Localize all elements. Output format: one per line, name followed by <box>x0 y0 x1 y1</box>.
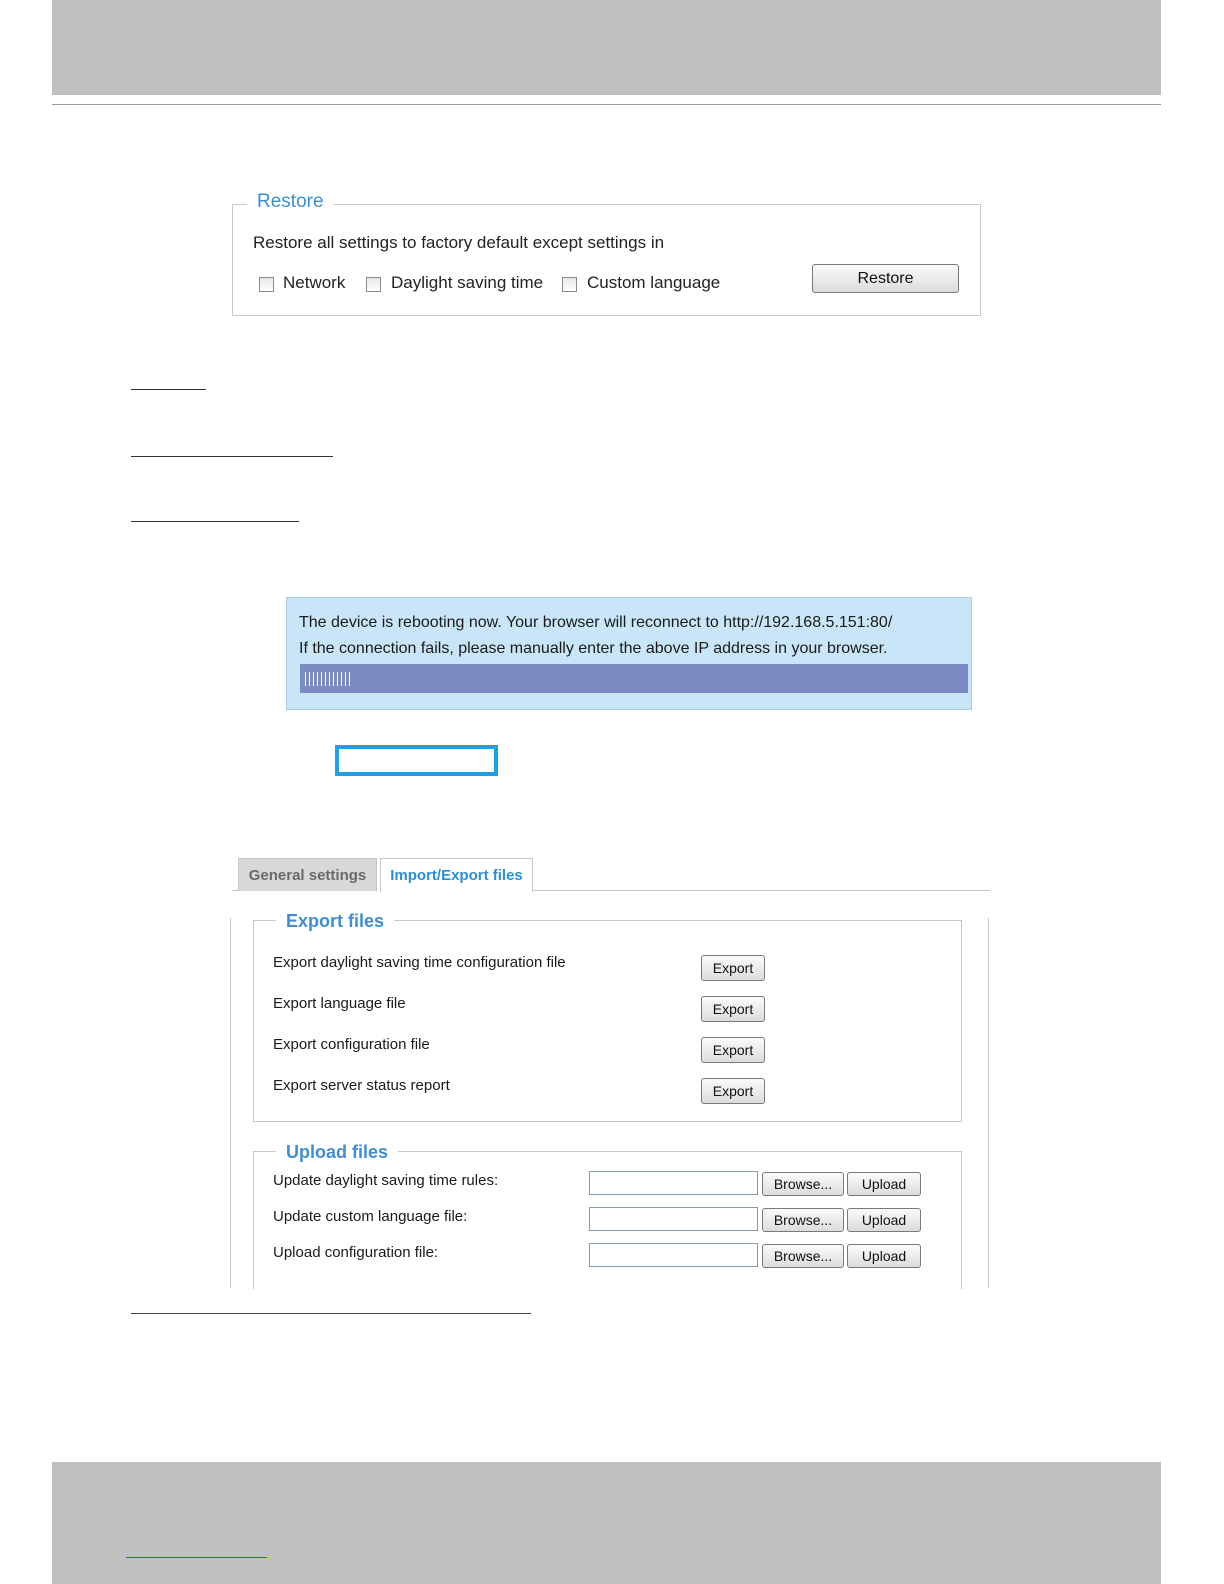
heading-underline-1 <box>131 389 206 390</box>
network-checkbox-label: Network <box>283 273 346 292</box>
upload-daylight-browse-button[interactable]: Browse... <box>762 1172 844 1196</box>
export-language-button[interactable]: Export <box>701 996 765 1022</box>
upload-files-fieldset <box>253 1142 962 1301</box>
tab-content-right-border <box>988 918 989 1288</box>
export-language-label: Export language file <box>273 995 406 1012</box>
reboot-message-line2: If the connection fails, please manually enter the above IP address in your browser. <box>299 640 888 657</box>
export-status-report-button[interactable]: Export <box>701 1078 765 1104</box>
heading-underline-3 <box>131 521 299 522</box>
upload-daylight-label: Update daylight saving time rules: <box>273 1172 499 1189</box>
header-divider <box>52 104 1161 105</box>
upload-configuration-label: Upload configuration file: <box>273 1244 439 1261</box>
tab-general-settings[interactable]: General settings <box>238 858 377 891</box>
restore-description: Restore all settings to factory default except settings in <box>253 233 665 252</box>
highlight-box <box>335 745 498 776</box>
upload-configuration-file-field[interactable] <box>589 1243 758 1267</box>
upload-daylight-file-field[interactable] <box>589 1171 758 1195</box>
upload-configuration-browse-button[interactable]: Browse... <box>762 1244 844 1268</box>
upload-daylight-upload-button[interactable]: Upload <box>847 1172 921 1196</box>
export-configuration-label: Export configuration file <box>273 1036 430 1053</box>
footnote-separator <box>131 1313 531 1314</box>
reboot-progress-fill <box>305 672 351 686</box>
reboot-notice <box>286 597 972 710</box>
page-header-band <box>52 0 1161 95</box>
tab-strip-rule <box>533 890 990 891</box>
reboot-progress-bar <box>300 664 968 693</box>
reboot-message-line1: The device is rebooting now. Your browser will reconnect to http://192.168.5.151:80/ <box>299 614 893 631</box>
export-status-report-label: Export server status report <box>273 1077 450 1094</box>
export-files-fieldset <box>253 911 962 1122</box>
restore-legend: Restore <box>247 191 334 213</box>
tab-import-export-files[interactable]: Import/Export files <box>380 858 533 892</box>
upload-language-upload-button[interactable]: Upload <box>847 1208 921 1232</box>
restore-button[interactable]: Restore <box>812 264 959 293</box>
export-files-legend: Export files <box>276 911 394 932</box>
custom-language-checkbox[interactable] <box>562 277 577 292</box>
export-daylight-button[interactable]: Export <box>701 955 765 981</box>
upload-configuration-upload-button[interactable]: Upload <box>847 1244 921 1268</box>
upload-language-label: Update custom language file: <box>273 1208 468 1225</box>
export-daylight-label: Export daylight saving time configuration file <box>273 954 566 971</box>
screenshot-crop-mask <box>225 1289 1000 1311</box>
daylight-saving-checkbox[interactable] <box>366 277 381 292</box>
upload-files-legend: Upload files <box>276 1142 398 1163</box>
footer-link-underline[interactable] <box>126 1557 267 1558</box>
upload-language-browse-button[interactable]: Browse... <box>762 1208 844 1232</box>
daylight-saving-checkbox-label: Daylight saving time <box>391 273 544 292</box>
heading-underline-2 <box>131 456 333 457</box>
tab-content-left-border <box>230 918 231 1288</box>
upload-language-file-field[interactable] <box>589 1207 758 1231</box>
custom-language-checkbox-label: Custom language <box>587 273 721 292</box>
export-configuration-button[interactable]: Export <box>701 1037 765 1063</box>
page-footer-band <box>52 1462 1161 1584</box>
network-checkbox[interactable] <box>259 277 274 292</box>
restore-fieldset <box>232 191 981 316</box>
